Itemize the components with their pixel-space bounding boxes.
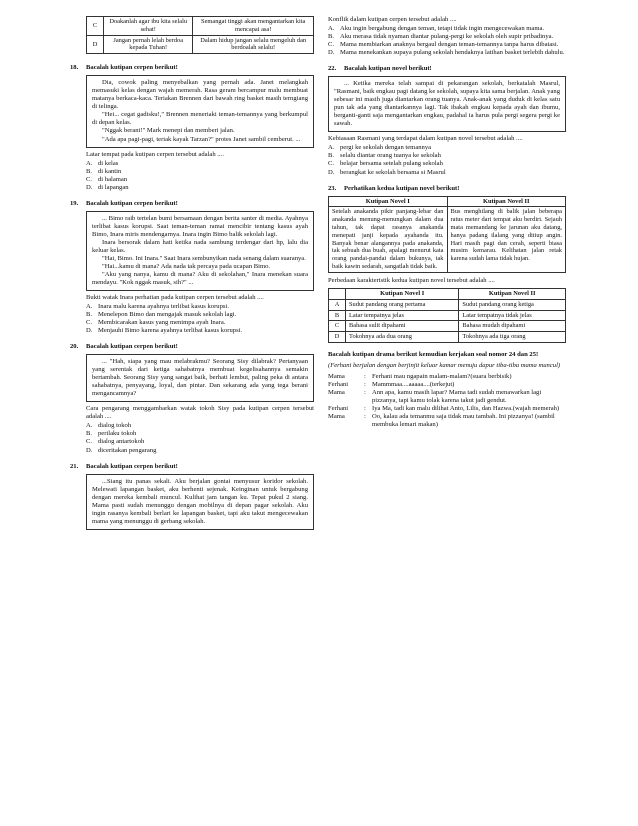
answer-option[interactable] — [86, 176, 314, 184]
table-row[interactable] — [329, 321, 566, 332]
question-heading — [70, 64, 314, 72]
passage-paragraph: "Hei... cegat gadisku!," Brennen meneriaki teman-temannya yang berkumpul di depan kelas. — [92, 111, 308, 127]
table-cell: Latar tempatnya tidak jelas — [459, 310, 566, 321]
answer-option[interactable] — [86, 184, 314, 192]
answer-option[interactable] — [328, 160, 566, 168]
novel-excerpts-table — [328, 196, 566, 273]
answer-option[interactable] — [328, 41, 566, 49]
option-letter: D. — [328, 49, 335, 57]
option-text: di lapangan — [98, 183, 129, 191]
table-cell: Sudut pandang orang ketiga — [459, 299, 566, 310]
question-title: Bacalah kutipan cerpen berikut! — [86, 462, 178, 470]
passage-paragraph: ... Bimo raib tertelan bumi bersamaan dengan berita santer di media. Ayahnya terlibat kasus korupsi. Saat teman-teman ramai mencibir tentang kasus ayah Bimo, Inara miris mendengarnya. Inara ingin Bimo balik sekolah lagi. — [92, 214, 308, 238]
question-number: 19. — [70, 199, 79, 207]
question-text: Perbedaan karakteristik kedua kutipan novel tersebut adalah .... — [328, 276, 495, 284]
question-heading — [70, 343, 314, 351]
table-cell: Dalam hidup jangan selalu mengeluh dan berdoalah selalu! — [193, 35, 314, 54]
q23-options-table — [328, 288, 566, 343]
option-text: Menelepon Bimo dan mengajak masuk sekolah lagi. — [98, 311, 237, 319]
answer-option[interactable] — [86, 168, 314, 176]
option-text: belajar bersama setelah pulang sekolah — [340, 160, 443, 168]
dialogue-text: Iya Ma, tadi kan malu dilihat Anto, Lilis, dan Hazwa.(wajah memerah) — [372, 405, 560, 413]
question-title: Bacalah kutipan novel berikut! — [344, 65, 432, 73]
table-cell: Doakanlah agar ibu kita selalu sehat! — [104, 17, 193, 36]
option-text: Mama menekankan supaya pulang sekolah hendaknya latihan basket terlebih dahulu. — [340, 49, 565, 57]
question-heading — [328, 65, 566, 73]
answer-option[interactable] — [86, 422, 314, 430]
question-number: 18. — [70, 64, 79, 72]
question-text: Latar tempat pada kutipan cerpen tersebut adalah .... — [86, 150, 224, 158]
option-text: dialog tokoh — [98, 422, 132, 430]
answer-option[interactable] — [328, 169, 566, 177]
option-text: selalu diantar orang tuanya ke sekolah — [340, 152, 441, 160]
dialogue-line: Mama : Ann apa, kamu masih lapar? Mama tadi sudah menawarkan lagi pizzanya, tapi kamu tolak karena takut jadi gendut. — [328, 389, 566, 405]
drama-heading: Bacalah kutipan drama berikut kemudian kerjakan soal nomor 24 dan 25! — [328, 350, 539, 358]
option-letter: C. — [86, 319, 93, 327]
speaker: Mama — [328, 413, 345, 421]
dialogue-line: Mama : Ferhani mau ngapain malam-malam?(suara berbisik) — [328, 373, 512, 381]
passage-paragraph: "Nggak berani!" Mark menepi dan memberi jalan. — [102, 127, 235, 135]
table-cell: Latar tempatnya jelas — [346, 310, 459, 321]
table-cell: Tokohnya ada tiga orang — [459, 332, 566, 343]
novel-excerpt-1: Setelah anakanda pikir panjang-lebar dan anakanda menung-menungkan dalam dua tahun, tak dapat rasanya anakanda menepati janji kepada ayahanda itu. Banyak benar alangannya pada anakanda, tak sebuah dua buah, apalagi menurut kata orang pandai-pandai dalam bukunya, tak baik kawin sedarah, sangatlah tidak baik. — [329, 207, 448, 273]
dialogue-text: Oo, kalau ada temanmu saja tidak mau tambah. Ini pizzanya! (sambil membuka lemari makan) — [372, 413, 555, 429]
passage-box — [86, 354, 314, 402]
dialogue-line: Mama : Oo, kalau ada temanmu saja tidak mau tambah. Ini pizzanya! (sambil membuka lemari makan) — [328, 413, 566, 429]
option-letter: D. — [86, 327, 93, 335]
option-letter: B. — [328, 152, 335, 160]
option-text: Membicarakan kasus yang menimpa ayah Inara. — [98, 319, 226, 327]
table-row[interactable] — [329, 332, 566, 343]
passage-paragraph: "Aku yang nanya, kamu di mana? Aku di sekolahan," Inara menekan suara mendayu. "Kok nggak masuk, sih?" ... — [92, 270, 308, 286]
stage-direction: (Ferhani berjalan dengan berjinjit keluar kamar menuju dapur tiba-tiba mama muncul) — [328, 362, 561, 369]
answer-option[interactable] — [328, 33, 566, 41]
q17-options-table — [86, 16, 314, 54]
question-text: Konflik dalam kutipan cerpen tersebut adalah .... — [328, 16, 457, 23]
speaker: Mama — [328, 389, 345, 397]
passage-paragraph: "Ada apa pagi-pagi, teriak kayak Tarzan?" protes Janet sambil cemberut. ... — [102, 135, 301, 143]
column-header: Kutipan Novel II — [447, 196, 566, 207]
option-letter: B. — [328, 33, 335, 41]
option-letter: D — [329, 332, 346, 343]
passage-box — [86, 211, 314, 291]
option-text: Inara malu karena ayahnya terlibat kasus korupsi. — [98, 303, 229, 311]
dialogue-text: Mammmaa....aaaaa....(terkejut) — [372, 381, 455, 389]
option-text: Mama membiarkan anaknya bergaul dengan teman-temannya tanpa harus dibatasi. — [340, 41, 559, 49]
speaker: Mama — [328, 373, 345, 381]
option-text: di halaman — [98, 175, 128, 183]
question-text: Cara pengarang menggambarkan watak tokoh Sisy pada kutipan cerpen tersebut adalah .... — [86, 405, 314, 421]
passage-paragraph: ... "Hah, siapa yang mau melabrakmu? Seorang Sisy dilabrak? Pertanyaan yang serentak dari ketiga sahabatnya membuat kegelisahannya semakin bertambah. Seorang Sisy yang sangat baik, berhati lembut, paling peka di antara sahabatnya, penyayang, loyal, dan pintar. Dan sekarang ada yang tega berani mengancamnya? — [92, 358, 308, 398]
speaker: Ferhani — [328, 381, 349, 389]
table-cell: Bahasa sulit dipahami — [346, 321, 459, 332]
option-letter: A. — [86, 422, 93, 430]
question-title: Perhatikan kedua kutipan novel berikut! — [344, 184, 460, 192]
question-text: Kebiasaan Rasmani yang terdapat dalam kutipan novel tersebut adalah .... — [328, 135, 523, 143]
option-letter: C. — [328, 160, 335, 168]
option-letter: A. — [86, 303, 93, 311]
option-text: berangkat ke sekolah bersama si Masrul — [340, 168, 446, 176]
table-row[interactable] — [329, 299, 566, 310]
option-letter: C. — [86, 175, 93, 183]
table-row[interactable] — [329, 310, 566, 321]
question-title: Bacalah kutipan cerpen berikut! — [86, 199, 178, 207]
answer-option[interactable] — [86, 447, 314, 455]
question-number: 20. — [70, 343, 79, 351]
option-letter: D. — [328, 168, 335, 176]
option-letter: C — [87, 17, 104, 36]
option-text: pergi ke sekolah dengan temannya — [340, 144, 432, 152]
dialogue-line: Ferhani : Mammmaa....aaaaa....(terkejut) — [328, 381, 455, 389]
table-row — [329, 207, 566, 273]
dialogue-line: Ferhani : Iya Ma, tadi kan malu dilihat Anto, Lilis, dan Hazwa.(wajah memerah) — [328, 405, 560, 413]
table-row — [87, 35, 314, 54]
table-row — [87, 17, 314, 36]
table-cell: Tokohnya ada dua orang — [346, 332, 459, 343]
question-title: Bacalah kutipan cerpen berikut! — [86, 64, 178, 72]
option-letter: D. — [86, 446, 93, 454]
question-heading — [70, 199, 314, 208]
novel-excerpt-2: Bus menghilang di balik jalan beberapa ratus meter dari tempat aku berdiri. Sejauh mata memandang ke jarunan aku datang, hanya padang ilalang yang ditiup angin. Hari masih pagi dan cerah, seperti biasa musim kemarau. Kelihatan jalan retak karena sudah lama tidak hujan. — [447, 207, 566, 273]
table-header-row — [329, 288, 566, 299]
answer-option[interactable] — [86, 303, 314, 311]
table-header-row — [329, 196, 566, 207]
option-text: Aku merasa tidak nyaman diantar pulang-pergi ke sekolah oleh supir pribadinya. — [340, 33, 554, 41]
question-title: Bacalah kutipan cerpen berikut! — [86, 343, 178, 351]
passage-paragraph: Inara bersorak dalam hati ketika nada sambung terdengar dari hp, lalu dia keluar kelas. — [92, 238, 308, 254]
table-cell: Semangat tinggi akan mengantarkan kita mencapai asa! — [193, 17, 314, 36]
column-header — [329, 288, 346, 299]
passage-box — [86, 75, 314, 147]
passage-paragraph: "Hai...kamu di mana? Ada nada tak percaya pada ucapan Bimo. — [102, 262, 271, 270]
option-text: diceritakan pengarang — [98, 446, 157, 454]
table-cell: Sudut pandang orang pertama — [346, 299, 459, 310]
passage-box — [86, 474, 314, 530]
column-header: Kutipan Novel I — [329, 196, 448, 207]
option-letter: D — [87, 35, 104, 54]
passage-box — [328, 76, 566, 132]
option-letter: A. — [86, 159, 93, 167]
left-column — [70, 16, 314, 533]
answer-option[interactable] — [86, 327, 314, 335]
question-number: 22. — [328, 65, 337, 73]
answer-option[interactable] — [86, 438, 314, 446]
answer-option[interactable] — [86, 311, 314, 319]
question-number: 23. — [328, 184, 337, 192]
dialogue-text: Ann apa, kamu masih lapar? Mama tadi sudah menawarkan lagi pizzanya, tapi kamu tolak karena takut jadi gendut. — [372, 389, 542, 405]
option-letter: B. — [86, 311, 93, 319]
answer-option[interactable] — [86, 319, 314, 327]
option-text: dialog antartokoh — [98, 438, 145, 446]
table-cell: Bahasa mudah dipahami — [459, 321, 566, 332]
passage-paragraph: ...Siang itu panas sekali. Aku berjalan gontai menyusur koridor sekolah. Melewati lapangan basket, aku berhenti sejenak. Keinginan untuk bergabung dengan mereka kembali muncul. Kulihat jam tangan ku. Tepat pukul 2 siang. Mama pasti sudah menunggu dengan mobilnya di depan pagar sekolah. Aku ingin rasanya kembali berlari ke lapangan basket, tapi aku takut mengecewakan mama yang menunggu di gerbang sekolah. — [92, 477, 308, 525]
answer-option[interactable] — [328, 49, 566, 57]
option-text: di kantin — [98, 167, 122, 175]
option-letter: C. — [328, 41, 335, 49]
answer-option[interactable] — [328, 152, 566, 160]
passage-paragraph: "Hai, Bimo. Ini Inara." Saat Inara sembunyikan nada senang dalam suaranya. — [102, 254, 306, 262]
passage-paragraph: Dia, cowok paling menyebalkan yang pernah ada. Janet melangkah memasuki kelas dengan wajah memerah. Rasa geram bercampur malu membuat matanya berkaca-kaca. Teriakan Brennen dari bawah ring basket masih terngiang di telinga. — [92, 79, 308, 111]
option-letter: C — [329, 321, 346, 332]
answer-option[interactable] — [86, 430, 314, 438]
answer-option[interactable] — [328, 25, 566, 33]
option-letter: B. — [86, 430, 93, 438]
column-header: Kutipan Novel I — [346, 288, 459, 299]
option-letter: D. — [86, 183, 93, 191]
option-letter: A — [329, 299, 346, 310]
option-letter: A. — [328, 144, 335, 152]
option-text: di kelas — [98, 159, 119, 167]
table-cell: Jangan pernah lelah berdoa kepada Tuhan! — [104, 35, 193, 54]
option-letter: C. — [86, 438, 93, 446]
question-heading — [70, 462, 314, 471]
right-column — [328, 16, 566, 429]
column-header: Kutipan Novel II — [459, 288, 566, 299]
speaker: Ferhani — [328, 405, 349, 413]
option-letter: B — [329, 310, 346, 321]
dialogue-text: Ferhani mau ngapain malam-malam?(suara berbisik) — [372, 373, 512, 381]
question-text: Bukti watak Inara perhatian pada kutipan cerpen tersebut adalah .... — [86, 294, 264, 301]
option-text: Aku ingin bergabung dengan teman, tetapi tidak ingin mengecewakan mama. — [340, 25, 545, 33]
answer-option[interactable] — [328, 144, 566, 152]
option-text: perilaku tokoh — [98, 430, 137, 438]
answer-option[interactable] — [86, 160, 314, 168]
option-letter: B. — [86, 167, 93, 175]
question-heading — [328, 184, 566, 193]
passage-paragraph: ... Ketika mereka telah sampai di pekarangan sekolah, berkatalah Masrul, "Rasmani, baik engkau pagi datang ke sekolah, supaya kita sama berjalan. Anak yang sebesar ini masih juga diantarkan orang tuanya. Anak-anak yang duduk di kelas satu pun tak ada yang diantarkannya lagi. Tak ibakah engkau kepada ayah dan ibumu, berganti-ganti saja mengantarkan engkau, padahal ia harus pula pergi segera pergi ke sawah. — [334, 80, 560, 128]
question-number: 21. — [70, 462, 79, 470]
option-letter: A. — [328, 25, 335, 33]
option-text: Menjauhi Bimo karena ayahnya terlibat kasus korupsi. — [98, 327, 243, 335]
